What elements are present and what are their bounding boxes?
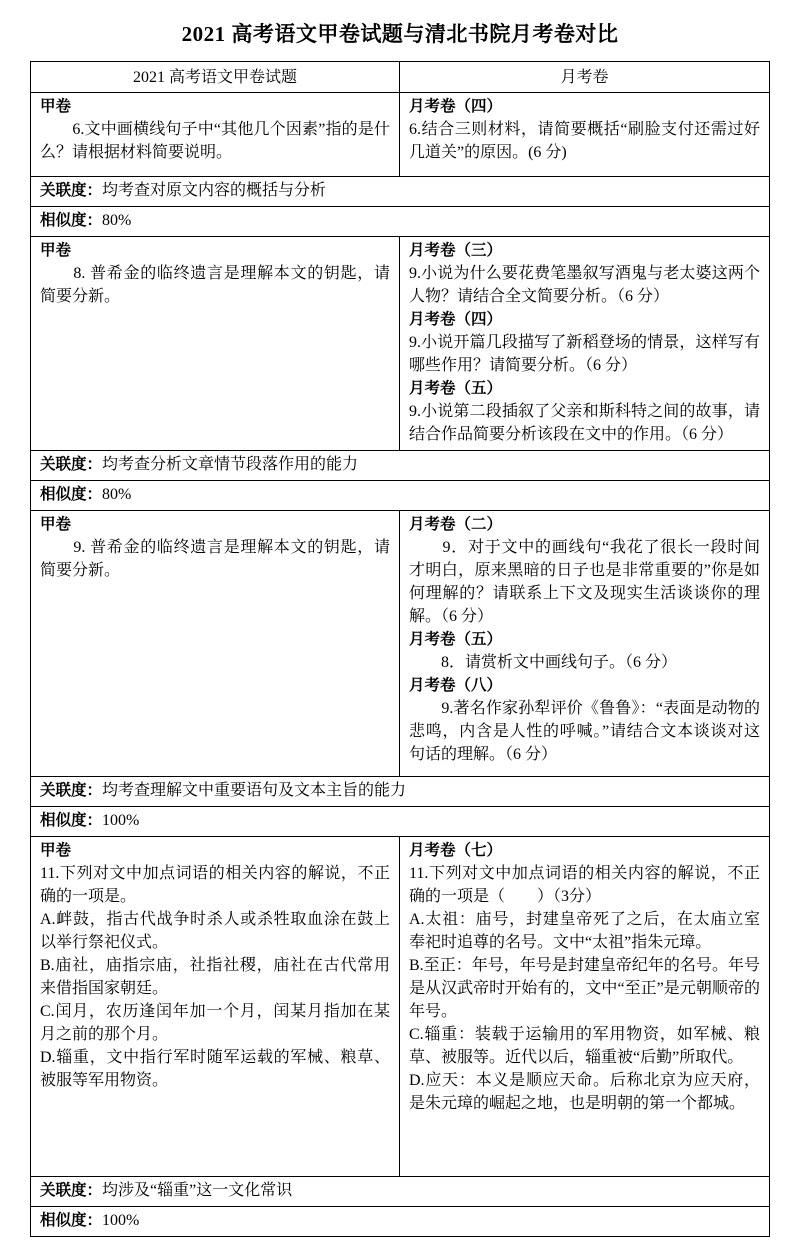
relation-row	[31, 777, 769, 807]
option-c-text: C.辎重：装载于运输用的军用物资，如军械、粮草、被服等。近代以后，辎重被“后勤”所取代。	[409, 1026, 760, 1066]
relation-label: 关联度：	[40, 1182, 103, 1199]
question-text: 9．对于文中的画线句“我花了很长一段时间才明白，原来黑暗的日子也是非常重要的”你是如何理解的？请联系上下文及现实生活谈谈你的理解。（6 分）	[409, 539, 760, 625]
option-c-text: C.闰月，农历逢闰年加一个月，闰某月指加在某月之前的那个月。	[40, 1003, 390, 1043]
relation-row	[31, 177, 769, 207]
monthly-cell	[400, 511, 769, 776]
similarity-label: 相似度：	[40, 812, 103, 829]
page-title: 2021 高考语文甲卷试题与清北书院月考卷对比	[181, 22, 619, 46]
comparison-group-1-content	[31, 93, 769, 177]
exam-label: 甲卷	[40, 516, 72, 533]
relation-label: 关联度：	[40, 782, 103, 799]
monthly-cell	[400, 93, 769, 176]
relation-label: 关联度：	[40, 182, 103, 199]
comparison-table	[30, 61, 770, 1237]
similarity-row	[31, 807, 769, 837]
comparison-group-2-content	[31, 237, 769, 451]
similarity-value: 80%	[102, 212, 132, 229]
exam-label: 月考卷（四）	[409, 98, 503, 115]
table-header-row	[31, 62, 769, 93]
relation-row	[31, 1177, 769, 1207]
exam-label: 月考卷（五）	[409, 631, 503, 648]
exam-label: 月考卷（七）	[409, 842, 503, 859]
relation-value: 均涉及“辎重”这一文化常识	[102, 1182, 293, 1199]
option-a-text: A.太祖：庙号，封建皇帝死了之后，在太庙立室奉祀时追尊的名号。文中“太祖”指朱元璋。	[409, 911, 760, 951]
similarity-label: 相似度：	[40, 212, 103, 229]
exam-label: 月考卷（八）	[409, 677, 503, 694]
option-a-text: A.衅鼓，指古代战争时杀人或杀牲取血涂在鼓上以举行祭祀仪式。	[40, 911, 390, 951]
question-text: 6.结合三则材料，请简要概括“刷脸支付还需过好几道关”的原因。(6 分)	[409, 121, 760, 161]
monthly-cell	[400, 237, 769, 450]
exam-label: 月考卷（四）	[409, 311, 503, 328]
similarity-row	[31, 481, 769, 511]
exam-label: 甲卷	[40, 842, 72, 859]
gaokao-cell	[31, 511, 400, 776]
similarity-label: 相似度：	[40, 1212, 103, 1229]
question-text: 9. 普希金的临终遗言是理解本文的钥匙，请简要分新。	[40, 539, 390, 579]
option-d-text: D.辎重，文中指行军时随军运载的军械、粮草、被服等军用物资。	[40, 1049, 390, 1089]
exam-label: 月考卷（二）	[409, 516, 503, 533]
similarity-value: 100%	[102, 1212, 140, 1229]
question-text: 6.文中画横线句子中“其他几个因素”指的是什么？请根据材料简要说明。	[40, 121, 390, 161]
exam-label: 甲卷	[40, 242, 72, 259]
question-text: 11.下列对文中加点词语的相关内容的解说，不正确的一项是。	[40, 865, 390, 905]
question-text: 9.小说第二段插叙了父亲和斯科特之间的故事，请结合作品简要分析该段在文中的作用。（6 分）	[409, 403, 760, 443]
question-text: 8．请赏析文中画线句子。（6 分）	[409, 654, 678, 671]
similarity-row	[31, 207, 769, 237]
comparison-group-3-content	[31, 511, 769, 777]
question-text: 8. 普希金的临终遗言是理解本文的钥匙，请简要分新。	[40, 265, 390, 305]
relation-label: 关联度：	[40, 456, 103, 473]
monthly-cell	[400, 837, 769, 1176]
exam-label: 甲卷	[40, 98, 72, 115]
exam-label: 月考卷（五）	[409, 380, 503, 397]
similarity-value: 80%	[102, 486, 132, 503]
gaokao-cell	[31, 837, 400, 1176]
option-b-text: B.至正：年号，年号是封建皇帝纪年的名号。年号是从汉武帝时开始有的，文中“至正”是元朝顺帝的年号。	[409, 957, 760, 1020]
relation-row	[31, 451, 769, 481]
exam-label: 月考卷（三）	[409, 242, 503, 259]
question-text: 9.著名作家孙犁评价《鲁鲁》：“表面是动物的悲鸣，内含是人性的呼喊。”请结合文本谈谈对这句话的理解。（6 分）	[409, 700, 760, 763]
option-d-text: D.应天：本义是顺应天命。后称北京为应天府，是朱元璋的崛起之地，也是明朝的第一个都城。	[409, 1072, 760, 1112]
similarity-value: 100%	[102, 812, 140, 829]
header-cell-gaokao: 2021 高考语文甲卷试题	[31, 62, 400, 92]
gaokao-cell	[31, 237, 400, 450]
question-text: 9.小说为什么要花费笔墨叙写酒鬼与老太婆这两个人物？请结合全文简要分析。（6 分）	[409, 265, 760, 305]
gaokao-cell	[31, 93, 400, 176]
relation-value: 均考查分析文章情节段落作用的能力	[102, 456, 359, 473]
similarity-row	[31, 1207, 769, 1236]
header-cell-monthly: 月考卷	[560, 69, 609, 86]
similarity-label: 相似度：	[40, 486, 103, 503]
question-text: 9.小说开篇几段描写了新稻登场的情景，这样写有哪些作用？请简要分析。（6 分）	[409, 334, 760, 374]
comparison-group-4-content	[31, 837, 769, 1177]
question-text: 11.下列对文中加点词语的相关内容的解说，不正确的一项是（ ）（3分）	[409, 865, 760, 905]
relation-value: 均考查理解文中重要语句及文本主旨的能力	[102, 782, 407, 799]
option-b-text: B.庙社，庙指宗庙，社指社稷，庙社在古代常用来借指国家朝廷。	[40, 957, 390, 997]
relation-value: 均考查对原文内容的概括与分析	[102, 182, 327, 199]
